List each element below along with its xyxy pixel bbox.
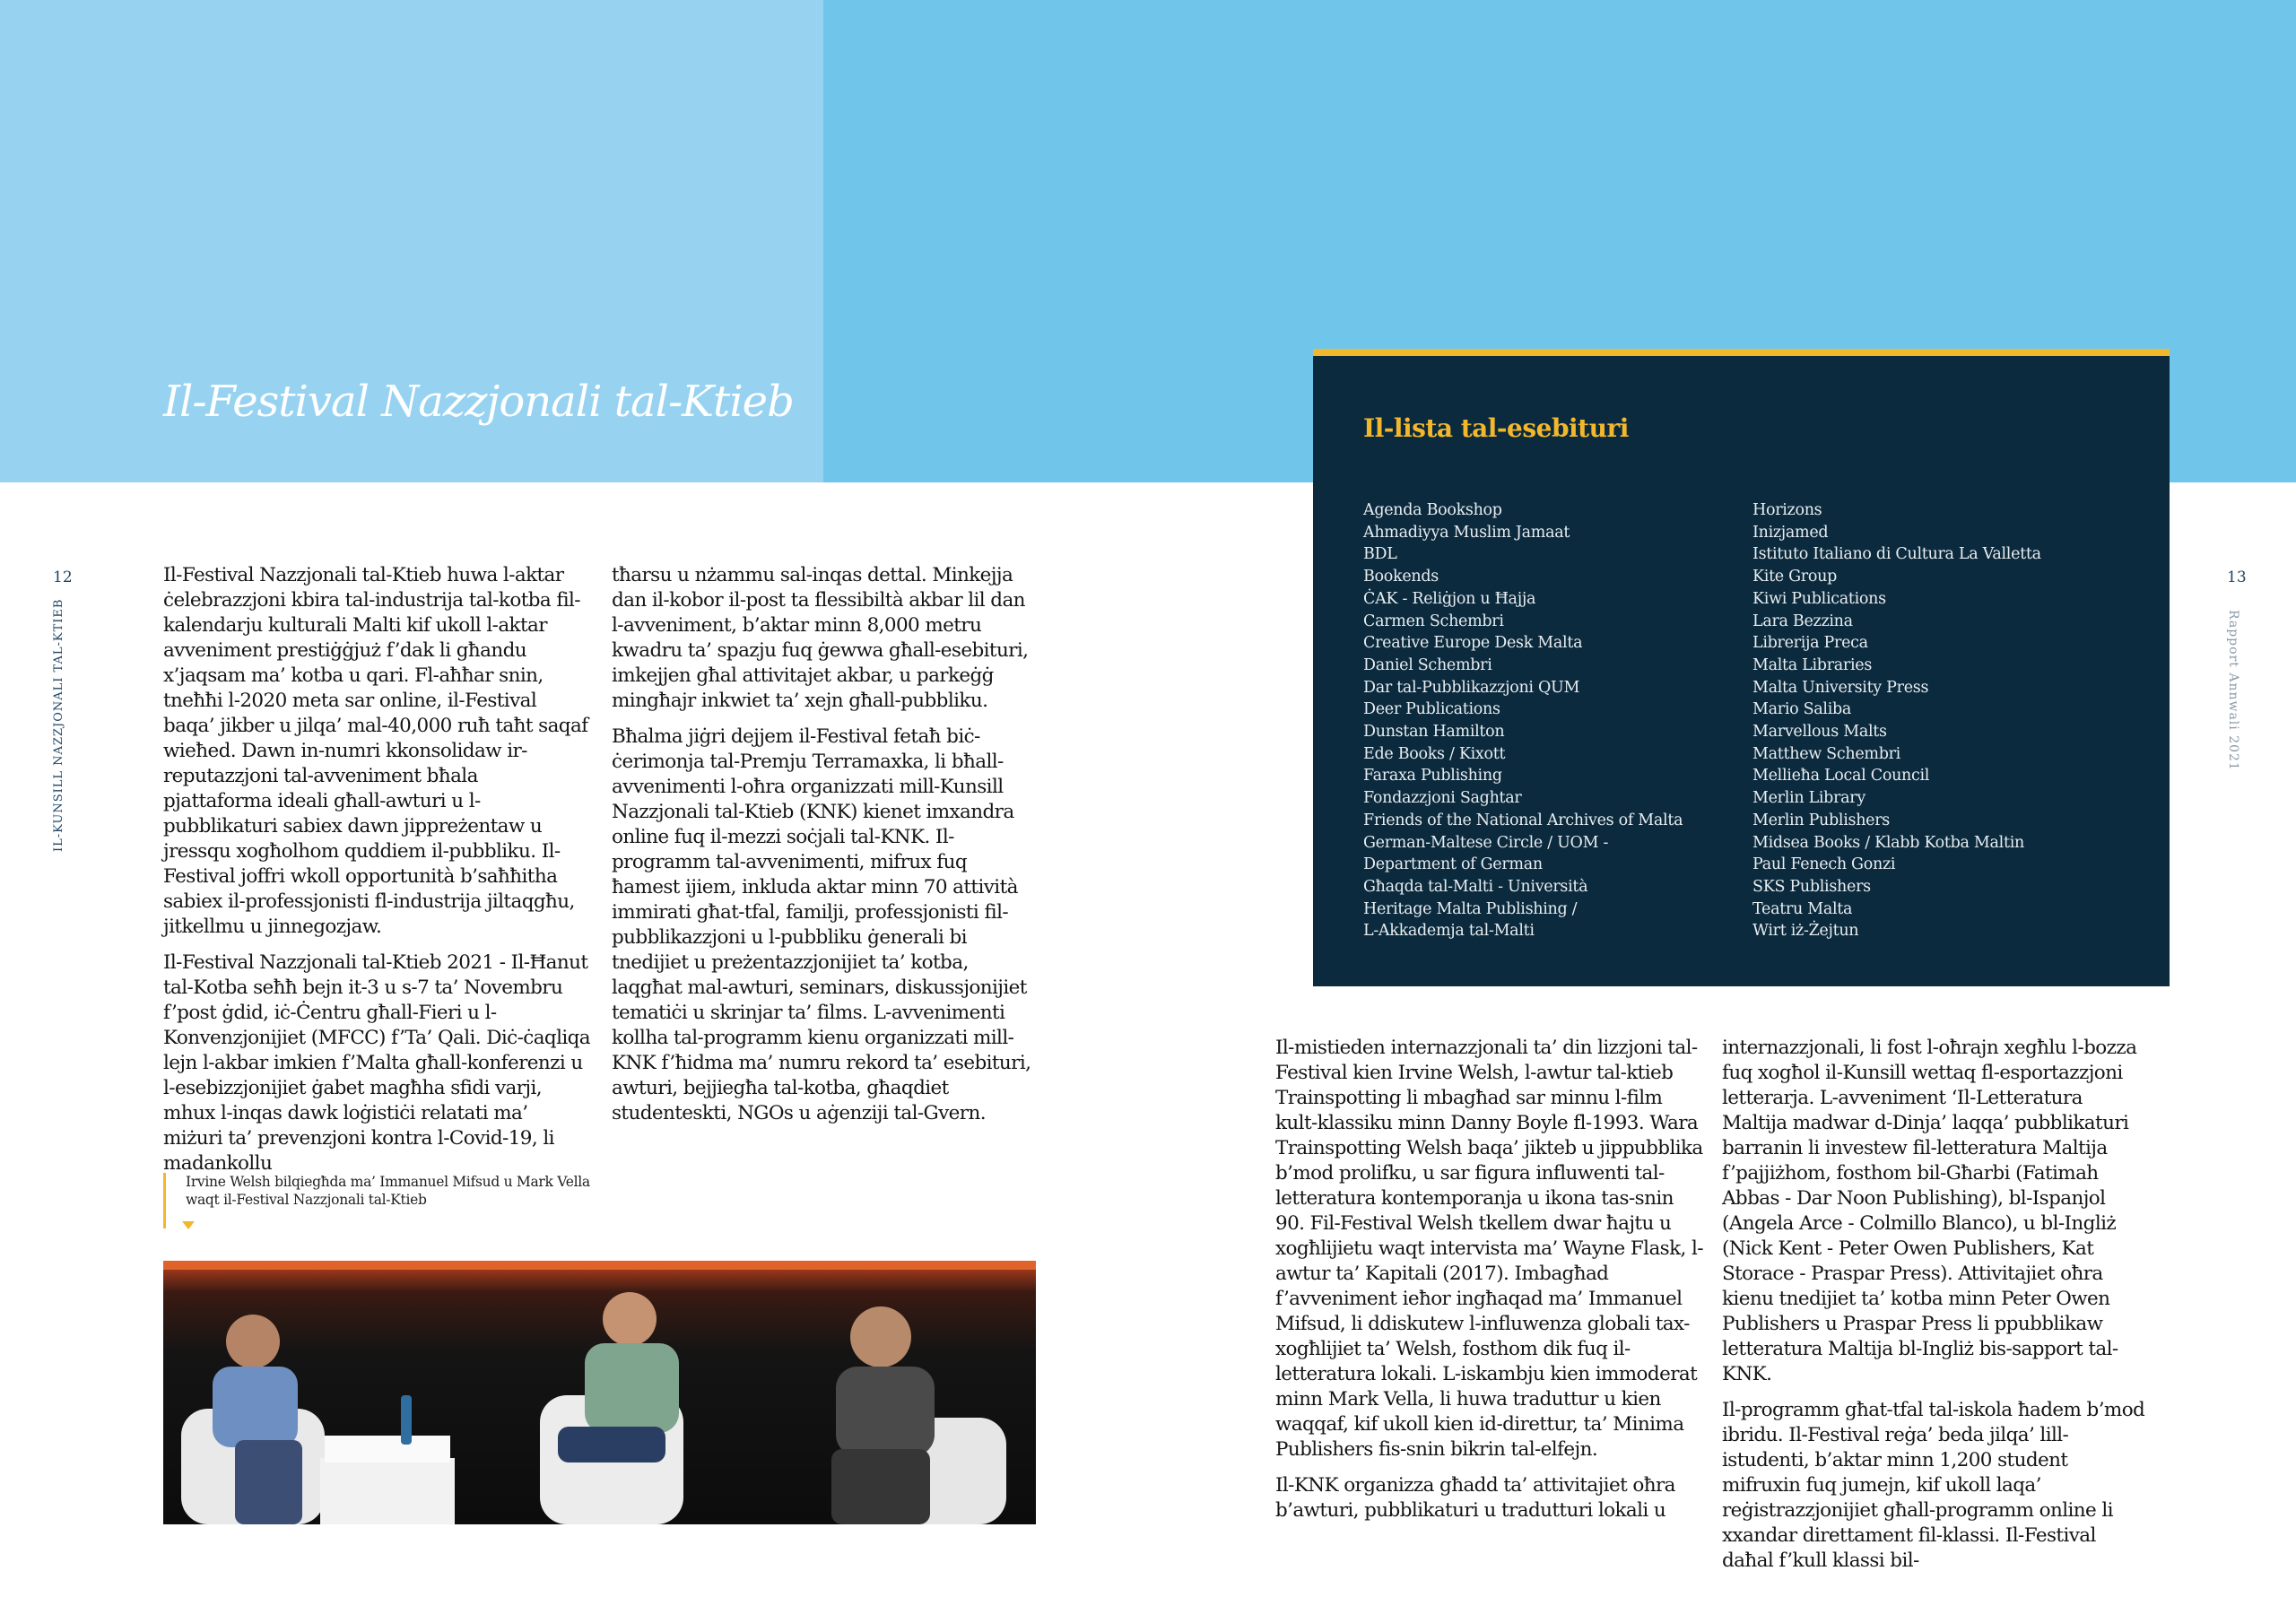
- list-item: Horizons: [1752, 501, 1822, 519]
- body-column-4: [1722, 1036, 2151, 1584]
- body-column-2: [612, 563, 1040, 1137]
- page-number-right: 13: [2227, 568, 2247, 586]
- paragraph: Il-Festival Nazzjonali tal-Ktieb 2021 - Il-Ħanut tal-Kotba seħħ bejn it-3 u s-7 ta’ Novembru f’post ġdid, iċ-Ċentru għall-Fieri u l-Konvenzjonijiet (MFCC) f’Ta’ Qali. Diċ-ċaqliqa lejn l-akbar imkien f’Malta għall-konferenzi u l-esebizzjonijiet ġabet magħha sfidi varji, mhux l-inqas dawk loġistiċi relatati ma’ miżuri ta’ prevenzjoni kontra l-Covid-19, li madankollu: [163, 951, 591, 1175]
- list-item: Malta Libraries: [1752, 655, 1872, 674]
- exhibitors-list-left: [1363, 499, 1722, 942]
- list-item: Librerija Preca: [1752, 634, 1868, 653]
- paragraph: internazzjonali, li fost l-oħrajn xegħlu l-bozza fuq xogħol il-Kunsill wettaq fl-esportazzjoni letterarja. L-avveniment ‘Il-Letteratura Maltija madwar d-Dinja’ laqqa’ pubblikaturi barranin li investew fil-letteratura Maltija f’pajjiżhom, fosthom bil-Għarbi (Fatimah Abbas - Dar Noon Publishing), bl-Ispanjol (Angela Arce - Colmillo Blanco), u bl-Ingliż (Nick Kent - Peter Owen Publishers, Kat Storace - Praspar Press). Attivitajiet oħra kienu tnedijiet ta’ kotba minn Peter Owen Publishers u Praspar Press li ppubblikaw letteratura Maltija bl-Ingliż bis-sapport tal-KNK.: [1722, 1037, 2137, 1385]
- list-item: Lara Bezzina: [1752, 612, 1853, 630]
- list-item: ĊAK - Reliġjon u Ħajja: [1363, 589, 1536, 608]
- paragraph: Il-Festival Nazzjonali tal-Ktieb huwa l-aktar ċelebrazzjoni kbira tal-industrija tal-kotba fil-kalendarju kulturali Malti kif ukoll l-aktar avveniment prestiġġjuż f’dak li għandu x’jaqsam ma’ kotba u qari. Fl-aħħar snin, tneħħi l-2020 meta sar online, il-Festival baqa’ jikber u jilqa’ mal-40,000 ruħ taħt saqaf wieħed. Dawn in-numri kkonsolidaw ir-reputazzjoni tal-avveniment bħala pjattaforma ideali għall-awturi u l-pubblikaturi sabiex dawn jippreżentaw u jressqu xogħolhom quddiem il-pubbliku. Il-Festival joffri wkoll opportunità b’saħħitha sabiex il-professjonisti fl-industrija jiltaqgħu, jitkellmu u jinnegozjaw.: [163, 564, 588, 938]
- paragraph: Il-programm għat-tfal tal-iskola ħadem b’mod ibridu. Il-Festival reġa’ beda jilqa’ lill-istudenti, b’aktar minn 1,200 student mifruxin fuq jumejn, kif ukoll laqa’ reġistrazzjonijiet għall-programm online li xxandar direttament fil-klassi. Il-Festival daħal f’kull klassi bil-: [1722, 1399, 2145, 1572]
- list-item: Wirt iż-Żejtun: [1752, 922, 1859, 941]
- list-item: Malta University Press: [1752, 678, 1929, 697]
- paragraph: Bħalma jiġri dejjem il-Festival fetaħ biċ-ċerimonja tal-Premju Terramaxka, li bħall-avvenimenti l-oħra organizzati mill-Kunsill Nazzjonali tal-Ktieb (KNK) kienet imxandra online fuq il-mezzi soċjali tal-KNK. Il-programm tal-avvenimenti, mifrux fuq ħamest ijiem, inkluda aktar minn 70 attività immirati għat-tfal, familji, professjonisti fil-pubblikazzjoni u l-pubbliku ġenerali bi tnedijiet u preżentazzjonijiet ta’ kotba, laqgħat mal-awturi, seminars, diskussjonijiet tematiċi u skrinjar ta’ films. L-avvenimenti kollha tal-programm kienu organizzati mill-KNK f’ħidma ma’ numru rekord ta’ esebituri, awturi, bejjiegħa tal-kotba, għaqdiet studenteskti, NGOs u aġenziji tal-Gvern.: [612, 725, 1031, 1124]
- list-item: Mellieħa Local Council: [1752, 767, 1930, 785]
- list-item: German-Maltese Circle / UOM -: [1363, 833, 1609, 852]
- list-item: Midsea Books / Klabb Kotba Maltin: [1752, 833, 2024, 852]
- list-item: L-Akkademja tal-Malti: [1363, 922, 1535, 941]
- list-item: Dunstan Hamilton: [1363, 723, 1505, 742]
- page-number-left: 12: [53, 568, 73, 586]
- list-item: BDL: [1363, 545, 1397, 564]
- list-item: Mario Saliba: [1752, 700, 1852, 719]
- list-item: SKS Publishers: [1752, 877, 1871, 896]
- list-item: Kite Group: [1752, 568, 1837, 586]
- paragraph: Il-mistieden internazzjonali ta’ din lizzjoni tal-Festival kien Irvine Welsh, l-awtur tal-ktieb Trainspotting li mbagħad sar minnu l-film kult-klassiku minn Danny Boyle fl-1993. Wara Trainspotting Welsh baqa’ jikteb u jippubblika b’mod prolifku, u sar figura influwenti tal-letteratura kontemporanja u ikona tas-snin 90. Fil-Festival Welsh tkellem dwar ħajtu u xogħlijietu waqt intervista ma’ Wayne Flask, l-awtur ta’ Kapitali (2017). Imbagħad f’avveniment ieħor ingħaqad ma’ Immanuel Mifsud, li ddiskutew l-influwenza globali tax-xogħlijiet ta’ Welsh, fosthom dik fuq il-letteratura lokali. L-iskambju kien immoderat minn Mark Vella, li huwa traduttur u kien waqqaf, kif ukoll kien id-direttur, ta’ Minima Publishers fis-snin bikrin tal-elfejn.: [1275, 1037, 1703, 1461]
- list-item: Merlin Publishers: [1752, 811, 1890, 829]
- page-title: Il-Festival Nazzjonali tal-Ktieb: [163, 377, 794, 427]
- running-header-left-text: IL-KUNSILL NAZZJONALI TAL-KTIEB: [52, 598, 65, 852]
- list-item: Deer Publications: [1363, 700, 1500, 719]
- list-item: Department of German: [1363, 855, 1543, 874]
- list-item: Merlin Library: [1752, 789, 1866, 808]
- exhibitors-list-right: [1752, 499, 2129, 942]
- list-item: Inizjamed: [1752, 523, 1829, 542]
- list-item: Carmen Schembri: [1363, 612, 1504, 630]
- list-item: Daniel Schembri: [1363, 655, 1492, 674]
- event-photo: [163, 1261, 1036, 1524]
- body-column-1: [163, 563, 592, 1187]
- list-item: Paul Fenech Gonzi: [1752, 855, 1896, 874]
- list-item: Dar tal-Pubblikazzjoni QUM: [1363, 678, 1580, 697]
- list-item: Friends of the National Archives of Malta: [1363, 811, 1683, 829]
- list-item: Fondazzjoni Saghtar: [1363, 789, 1522, 808]
- event-photo-illustration: [163, 1261, 1036, 1524]
- list-item: Heritage Malta Publishing /: [1363, 899, 1578, 918]
- list-item: Faraxa Publishing: [1363, 767, 1502, 785]
- list-item: Ahmadiyya Muslim Jamaat: [1363, 523, 1570, 542]
- body-column-3: [1275, 1036, 1704, 1534]
- list-item: Teatru Malta: [1752, 899, 1853, 918]
- list-item: Kiwi Publications: [1752, 589, 1886, 608]
- list-item: Marvellous Malts: [1752, 723, 1887, 742]
- photo-caption: Irvine Welsh bilqiegħda ma’ Immanuel Mifsud u Mark Vella waqt il-Festival Nazzjonali tal-Ktieb: [163, 1173, 616, 1228]
- paragraph: tħarsu u nżammu sal-inqas dettal. Minkejja dan il-kobor il-post ta flessibiltà akbar lil dan l-avveniment, b’aktar minn 8,000 metru kwadru ta’ spazju fuq ġewwa għall-esebituri, imkejjen għal attivitajet akbar, u parkeġġ mingħajr inkwiet ta’ xejn għall-pubbliku.: [612, 564, 1029, 712]
- running-header-right-text: Rapport Annwali 2021: [2226, 610, 2240, 771]
- paragraph: Il-KNK organizza għadd ta’ attivitajiet oħra b’awturi, pubblikaturi u tradutturi lokali u: [1275, 1474, 1675, 1522]
- list-item: Bookends: [1363, 568, 1439, 586]
- list-item: Creative Europe Desk Malta: [1363, 634, 1583, 653]
- list-item: Għaqda tal-Malti - Università: [1363, 877, 1588, 896]
- caption-arrow-icon: [182, 1221, 195, 1229]
- list-item: Ede Books / Kixott: [1363, 744, 1506, 763]
- list-item: Matthew Schembri: [1752, 744, 1900, 763]
- exhibitors-heading: Il-lista tal-esebituri: [1363, 413, 1629, 443]
- list-item: Agenda Bookshop: [1363, 501, 1502, 519]
- list-item: Istituto Italiano di Cultura La Valletta: [1752, 545, 2041, 564]
- exhibitors-box: [1313, 349, 2170, 986]
